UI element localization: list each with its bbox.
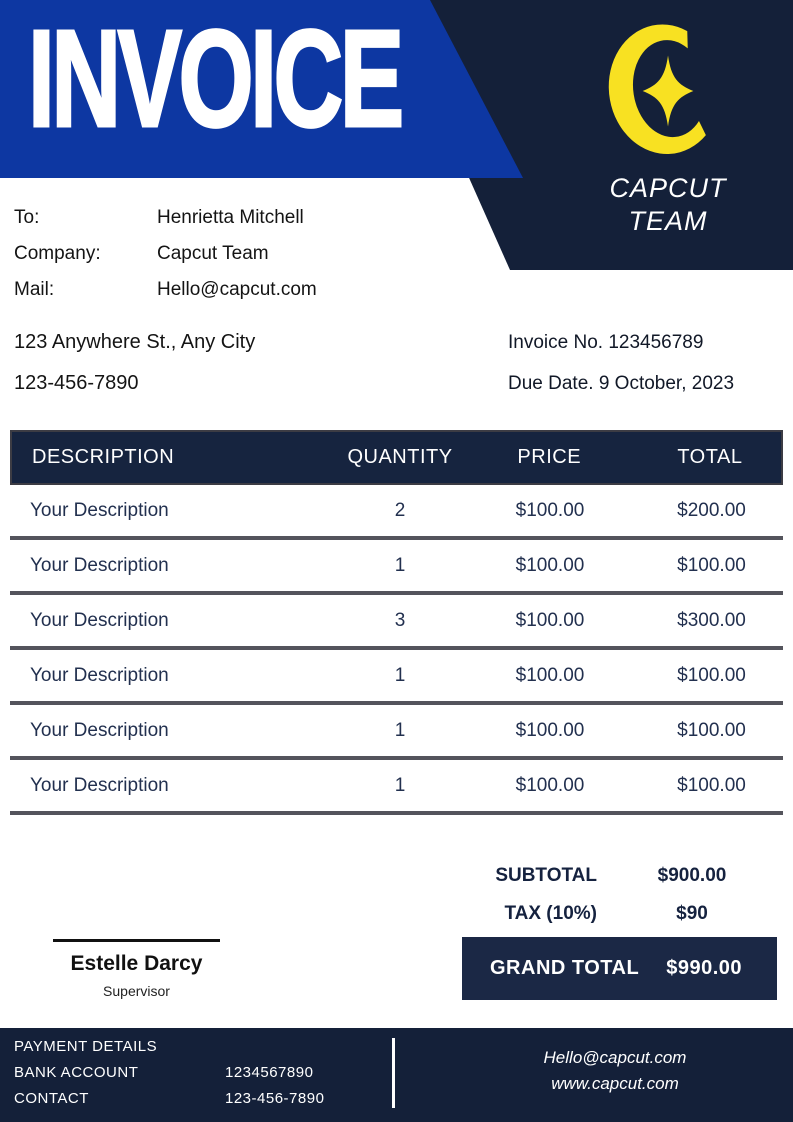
item-quantity: 1 [394, 719, 406, 741]
recipient-block [14, 200, 317, 308]
item-description: Your Description [30, 609, 169, 631]
item-total: $300.00 [677, 609, 746, 631]
item-total: $100.00 [677, 719, 746, 741]
item-price: $100.00 [515, 719, 585, 741]
grand-total-label: GRAND TOTAL [490, 957, 640, 979]
item-total: $100.00 [677, 664, 746, 686]
footer-website: www.capcut.com [551, 1074, 679, 1093]
item-price: $100.00 [515, 499, 585, 521]
item-total: $200.00 [677, 499, 746, 521]
item-price: $100.00 [515, 664, 585, 686]
table-row [10, 705, 783, 760]
item-total: $100.00 [677, 554, 746, 576]
column-header-quantity: QUANTITY [347, 446, 453, 468]
tax-value: $90 [676, 903, 708, 924]
signature-name: Estelle Darcy [70, 952, 203, 975]
payment-details-labels [14, 1034, 157, 1112]
to-label: To: [14, 207, 40, 228]
capcut-c-star-icon [606, 20, 728, 162]
brand-name [600, 172, 736, 238]
sender-contact-block [14, 322, 255, 404]
brand-name-line1: CAPCUT [609, 173, 727, 203]
company-label: Company: [14, 243, 101, 264]
invoice-meta-block [508, 322, 734, 404]
subtotal-label: SUBTOTAL [495, 865, 597, 886]
page-title: INVOICE [28, 2, 401, 156]
table-row [10, 485, 783, 540]
item-price: $100.00 [515, 774, 585, 796]
signature-line [53, 939, 220, 942]
brand-name-line2: TEAM [628, 206, 708, 236]
table-row [10, 650, 783, 705]
item-quantity: 2 [394, 499, 406, 521]
item-description: Your Description [30, 664, 169, 686]
table-header-row [10, 430, 783, 485]
footer-email: Hello@capcut.com [543, 1048, 687, 1067]
item-description: Your Description [30, 719, 169, 741]
grand-total-value: $990.00 [666, 957, 742, 979]
item-description: Your Description [30, 499, 169, 521]
items-table [10, 430, 783, 815]
contact-label: CONTACT [14, 1090, 89, 1107]
payment-details-values [225, 1060, 324, 1112]
phone-number: 123-456-7890 [14, 372, 139, 394]
table-row [10, 760, 783, 815]
tax-row [400, 895, 777, 933]
signature-role: Supervisor [103, 983, 170, 999]
recipient-to-row [14, 200, 317, 236]
company-value: Capcut Team [157, 243, 269, 264]
item-quantity: 1 [394, 554, 406, 576]
subtotal-value: $900.00 [657, 865, 727, 886]
item-quantity: 3 [394, 609, 406, 631]
item-quantity: 1 [394, 664, 406, 686]
street-address: 123 Anywhere St., Any City [14, 331, 256, 353]
item-price: $100.00 [515, 554, 585, 576]
subtotal-row [400, 857, 777, 895]
column-header-description: DESCRIPTION [32, 446, 175, 468]
mail-label: Mail: [14, 279, 55, 300]
item-quantity: 1 [394, 774, 406, 796]
table-row [10, 595, 783, 650]
item-total: $100.00 [677, 774, 746, 796]
mail-value: Hello@capcut.com [157, 279, 317, 300]
capcut-logo [606, 20, 728, 162]
footer-divider [392, 1038, 395, 1108]
grand-total-box [462, 937, 777, 1000]
column-header-total: TOTAL [677, 446, 743, 468]
item-price: $100.00 [515, 609, 585, 631]
column-header-price: PRICE [517, 446, 582, 468]
table-row [10, 540, 783, 595]
invoice-number: Invoice No. 123456789 [508, 332, 704, 353]
bank-account-value: 1234567890 [225, 1064, 314, 1081]
bank-account-label: BANK ACCOUNT [14, 1064, 139, 1081]
recipient-mail-row [14, 272, 317, 308]
contact-value: 123-456-7890 [225, 1090, 325, 1107]
tax-label: TAX (10%) [504, 903, 597, 924]
due-date: Due Date. 9 October, 2023 [508, 373, 735, 394]
item-description: Your Description [30, 554, 169, 576]
payment-details-label: PAYMENT DETAILS [14, 1038, 158, 1055]
footer [0, 1028, 793, 1122]
recipient-company-row [14, 236, 317, 272]
totals-block [400, 857, 777, 933]
footer-contact-block [440, 1045, 790, 1097]
to-value: Henrietta Mitchell [157, 207, 304, 228]
item-description: Your Description [30, 774, 169, 796]
